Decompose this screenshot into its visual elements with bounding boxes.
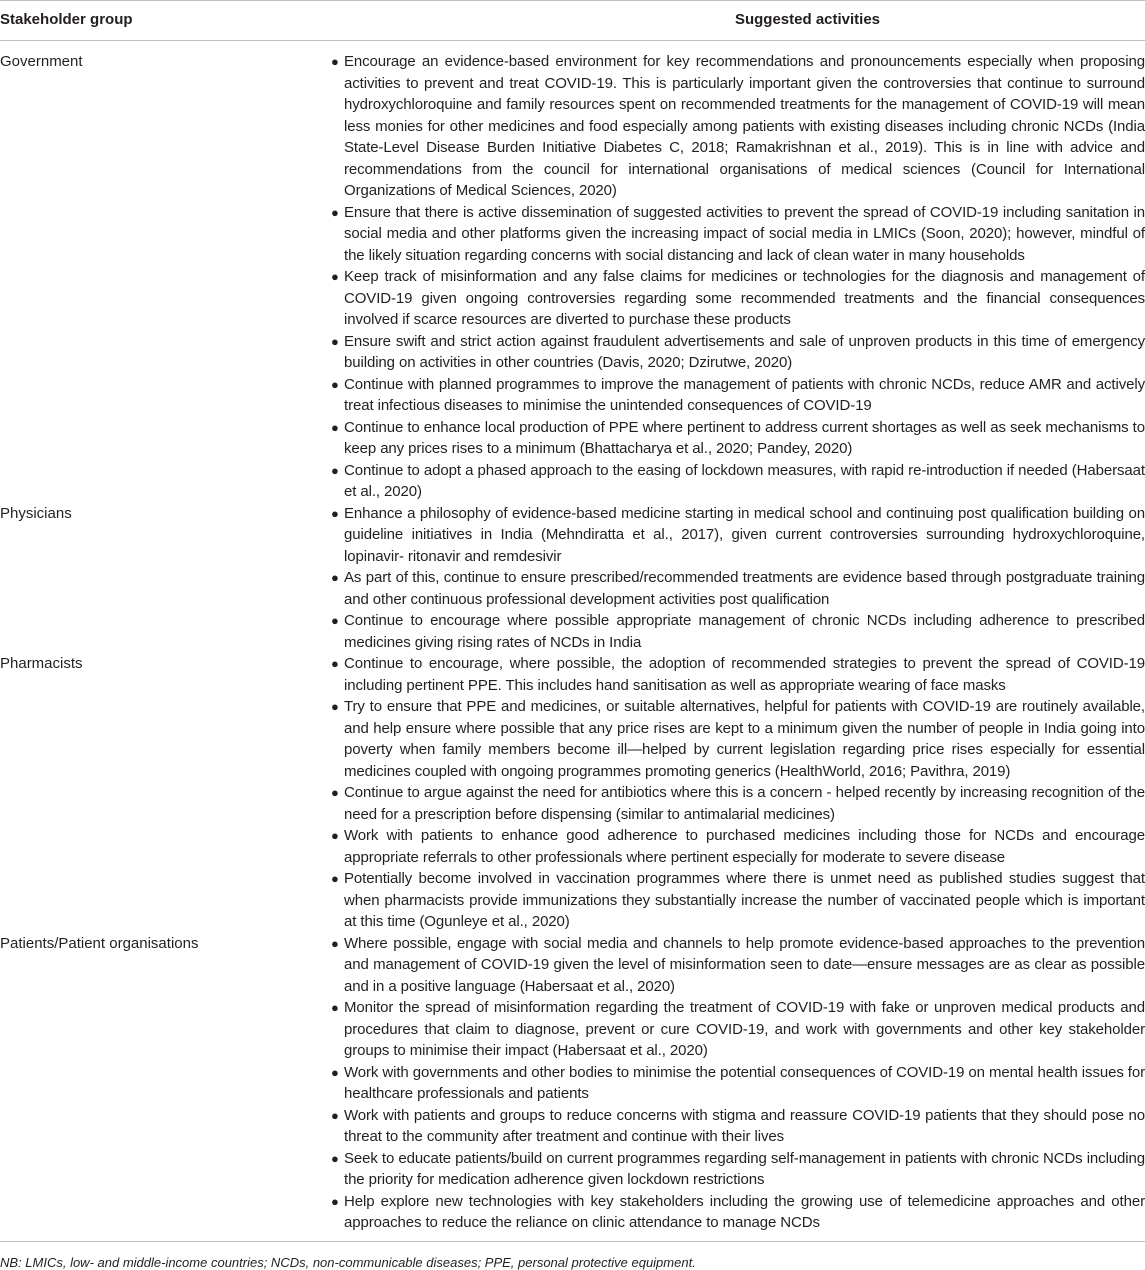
activity-text: Continue to encourage where possible appropriate management of chronic NCDs including adherence to prescribed medicines giving rising rates of NCDs in India bbox=[344, 612, 1145, 651]
activity-item bbox=[331, 1105, 1145, 1148]
activity-item bbox=[331, 417, 1145, 460]
activity-item bbox=[331, 51, 1145, 202]
activity-item bbox=[331, 266, 1145, 331]
activity-item bbox=[331, 503, 1145, 568]
table-body bbox=[0, 51, 1145, 1234]
activity-item bbox=[331, 460, 1145, 503]
bullet-icon: ● bbox=[331, 376, 339, 392]
activity-item bbox=[331, 1191, 1145, 1234]
activity-text: Monitor the spread of misinformation regarding the treatment of COVID-19 with fake or unproven medical products and procedures that claim to diagnose, prevent or cure COVID-19, and work with governments and other key stakeholder groups to minimise their impact (Habersaat et al., 2020) bbox=[344, 999, 1145, 1059]
activity-text: Try to ensure that PPE and medicines, or suitable alternatives, helpful for patients with COVID-19 are routinely available, and help ensure where possible that any price rises are kept to a minimum given the number of people in India going into poverty when family members become ill—helped by current legislation regarding price rises especially for essential medicines coupled with ongoing programmes promoting generics (HealthWorld, 2016; Pavithra, 2019) bbox=[344, 698, 1145, 780]
activity-item bbox=[331, 202, 1145, 267]
activity-item bbox=[331, 1062, 1145, 1105]
bullet-icon: ● bbox=[331, 1107, 339, 1123]
activity-text: Ensure swift and strict action against fraudulent advertisements and sale of unproven products in this time of emergency building on activities in other countries (Davis, 2020; Dzirutwe, 2020) bbox=[344, 332, 1145, 371]
activity-text: Work with patients to enhance good adherence to purchased medicines including those for NCDs and encourage appropriate referrals to other professionals where pertinent especially for moderate to severe disease bbox=[344, 827, 1145, 866]
stakeholder-group-label: Government bbox=[0, 53, 83, 70]
activity-list bbox=[331, 653, 1145, 933]
header-suggested-activities: Suggested activities bbox=[734, 11, 881, 28]
bullet-icon: ● bbox=[331, 613, 339, 628]
bullet-icon: ● bbox=[331, 871, 339, 886]
activity-text: As part of this, continue to ensure prescribed/recommended treatments are evidence based through postgraduate training and other continuous professional development activities post qualification bbox=[344, 569, 1145, 608]
table-bottom-rule bbox=[0, 1241, 1145, 1242]
bullet-icon: ● bbox=[331, 462, 339, 478]
activity-text: Where possible, engage with social media and channels to help promote evidence-based approaches to the prevention and management of COVID-19 given the level of misinformation seen to date—ensure messages are as clear as possible and in a positive language (Habersaat et al., 2020) bbox=[344, 934, 1145, 995]
activity-text: Seek to educate patients/build on current programmes regarding self-management in patients with chronic NCDs including the priority for medication adherence given lockdown restrictions bbox=[344, 1149, 1145, 1188]
activity-item bbox=[331, 933, 1145, 998]
stakeholder-group-label: Pharmacists bbox=[0, 655, 83, 672]
bullet-icon: ● bbox=[331, 828, 339, 843]
activity-list bbox=[331, 933, 1145, 1234]
activity-item bbox=[331, 782, 1145, 825]
bullet-icon: ● bbox=[331, 656, 339, 671]
header-stakeholder-group: Stakeholder group bbox=[0, 11, 133, 28]
activity-item bbox=[331, 997, 1145, 1062]
activity-text: Continue to argue against the need for antibiotics where this is a concern - helped recently by increasing recognition of the need for a prescription before dispensing (similar to antimalarial medicines) bbox=[344, 784, 1145, 823]
bullet-icon: ● bbox=[331, 935, 339, 951]
activity-text: Potentially become involved in vaccination programmes where there is unmet need as published studies suggest that when pharmacists provide immunizations they substantially increase the number of vaccinated people which is important at this time (Ogunleye et al., 2020) bbox=[344, 870, 1145, 930]
bullet-icon: ● bbox=[331, 269, 339, 284]
activity-text: Keep track of misinformation and any false claims for medicines or technologies for the diagnosis and management of COVID-19 given ongoing controversies regarding some recommended treatments and the financial consequences involved if scarce resources are diverted to purchase these products bbox=[344, 268, 1145, 328]
stakeholder-row bbox=[0, 503, 1145, 654]
activity-item bbox=[331, 331, 1145, 374]
stakeholder-row bbox=[0, 653, 1145, 933]
activity-list bbox=[331, 51, 1145, 503]
activity-text: Encourage an evidence-based environment for key recommendations and pronouncements especially when proposing activities to prevent and treat COVID-19. This is particularly important given the controversies that continue to surround hydroxychloroquine and family resources spent on recommended treatments for the management of COVID-19 will mean less monies for other medicines and food especially among patients with existing diseases including chronic NCDs (India State-Level Disease Burden Initiative Diabetes C, 2018; Ramakrishnan et al., 2019). This is in line with advice and recommendations from the council for international organisations of medical sciences (Council for International Organizations of Medical Sciences, 2020) bbox=[344, 53, 1145, 199]
bullet-icon: ● bbox=[331, 419, 339, 435]
activity-item bbox=[331, 374, 1145, 417]
bullet-icon: ● bbox=[331, 505, 339, 521]
activity-text: Enhance a philosophy of evidence-based medicine starting in medical school and continuing post qualification building on guideline initiatives in India (Mehndiratta et al., 2017), given current controversies surrounding hydroxychloroquine, lopinavir- ritonavir and remdesivir bbox=[344, 504, 1145, 565]
bullet-icon: ● bbox=[331, 1193, 339, 1209]
activity-text: Continue to adopt a phased approach to the easing of lockdown measures, with rapid re-introduction if needed (Habersaat et al., 2020) bbox=[344, 461, 1145, 500]
bullet-icon: ● bbox=[331, 570, 339, 585]
activity-text: Continue to enhance local production of PPE where pertinent to address current shortages as well as seek mechanisms to keep any prices rises to a minimum (Bhattacharya et al., 2020; Pandey, 2020) bbox=[344, 418, 1145, 457]
stakeholder-group-label: Physicians bbox=[0, 504, 72, 522]
activity-text: Continue to encourage, where possible, the adoption of recommended strategies to prevent the spread of COVID-19 including pertinent PPE. This includes hand sanitisation as well as appropriate wearing of face masks bbox=[344, 655, 1145, 694]
activity-text: Work with governments and other bodies to minimise the potential consequences of COVID-19 on mental health issues for healthcare professionals and patients bbox=[344, 1063, 1145, 1102]
activity-text: Help explore new technologies with key stakeholders including the growing use of telemedicine approaches and other approaches to reduce the reliance on clinic attendance to manage NCDs bbox=[344, 1192, 1145, 1231]
stakeholder-group-label: Patients/Patient organisations bbox=[0, 934, 199, 952]
activity-text: Ensure that there is active dissemination of suggested activities to prevent the spread of COVID-19 including sanitation in social media and other platforms given the increasing impact of social media in LMICs (Soon, 2020); however, mindful of the likely situation regarding concerns with social distancing and lack of clean water in many households bbox=[344, 203, 1145, 264]
activity-text: Work with patients and groups to reduce concerns with stigma and reassure COVID-19 patients that they should pose no threat to the community after treatment and continue with their lives bbox=[344, 1106, 1145, 1145]
bullet-icon: ● bbox=[331, 1064, 339, 1080]
activity-item bbox=[331, 868, 1145, 933]
bullet-icon: ● bbox=[331, 1150, 339, 1166]
activity-item bbox=[331, 567, 1145, 610]
activity-item bbox=[331, 825, 1145, 868]
stakeholder-row bbox=[0, 933, 1145, 1234]
stakeholder-row bbox=[0, 51, 1145, 503]
activity-item bbox=[331, 696, 1145, 782]
bullet-icon: ● bbox=[331, 333, 339, 349]
bullet-icon: ● bbox=[331, 785, 339, 800]
activity-list bbox=[331, 503, 1145, 654]
bullet-icon: ● bbox=[331, 54, 339, 69]
bullet-icon: ● bbox=[331, 699, 339, 714]
table-header bbox=[0, 0, 1145, 41]
bullet-icon: ● bbox=[331, 1000, 339, 1015]
activity-text: Continue with planned programmes to improve the management of patients with chronic NCDs, reduce AMR and actively treat infectious diseases to minimise the unintended consequences of COVID-19 bbox=[344, 375, 1145, 414]
table-footnote: NB: LMICs, low- and middle-income countries; NCDs, non-communicable diseases; PPE, personal protective equipment. bbox=[0, 1254, 696, 1270]
activity-item bbox=[331, 653, 1145, 696]
activity-item bbox=[331, 1148, 1145, 1191]
bullet-icon: ● bbox=[331, 204, 339, 220]
activity-item bbox=[331, 610, 1145, 653]
